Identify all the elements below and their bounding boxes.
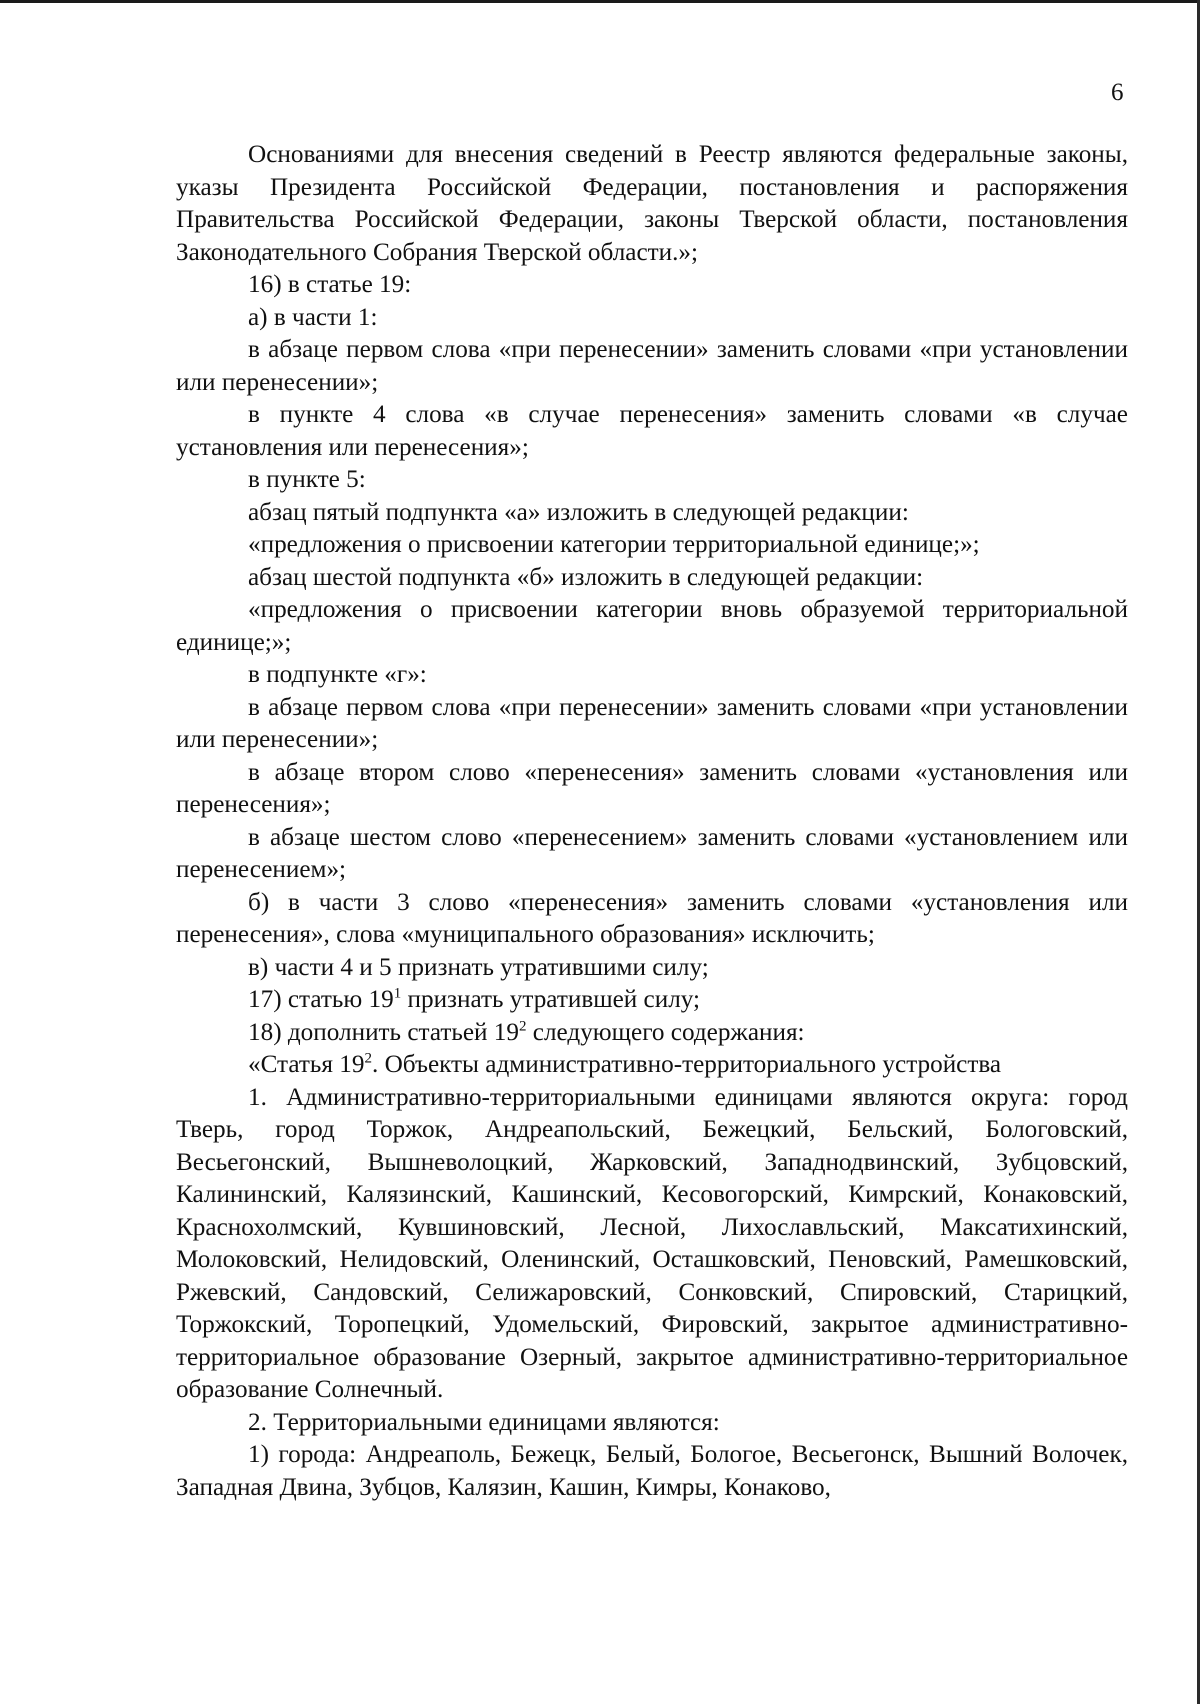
- article-heading-text-end: . Объекты административно-территориального устройства: [371, 1051, 1002, 1078]
- superscript: 2: [364, 1050, 372, 1067]
- paragraph: абзац пятый подпункта «а» изложить в следующей редакции:: [248, 498, 909, 526]
- paragraph: 1) города: Андреаполь, Бежецк, Белый, Бологое, Весьегонск, Вышний Волочек, Западная Двина, Зубцов, Калязин, Кашин, Кимры, Конаково,: [176, 1441, 1128, 1501]
- paragraph: Основаниями для внесения сведений в Реестр являются федеральные законы, указы Президента Российской Федерации, постановления и распоряжения Правительства Российской Федерации, законы Тверской области, постановления Законодательного Собрания Тверской области.»;: [176, 141, 1128, 266]
- scan-edge-top: [0, 0, 1200, 3]
- paragraph: а) в части 1:: [248, 303, 378, 331]
- page-number: 6: [1111, 79, 1124, 106]
- paragraph: 1. Административно-территориальными единицами являются округа: город Тверь, город Торжок, Андреапольский, Бежецкий, Бельский, Бологовский, Весьегонский, Вышневолоцкий, Жарковский, Западнодвинский, Зубцовский, Калининский, Калязинский, Кашинский, Кесовогорский, Кимрский, Конаковский, Краснохолмский, Кувшиновский, Лесной, Лихославльский, Максатихинский, Молоковский, Нелидовский, Оленинский, Осташковский, Пеновский, Рамешковский, Ржевский, Сандовский, Селижаровский, Сонковский, Спировский, Старицкий, Торжокский, Торопецкий, Удомельский, Фировский, закрытое административно-территориальное образование Озерный, закрытое административно-территориальное образование Солнечный.: [176, 1083, 1128, 1403]
- paragraph-18-text-end: следующего содержания:: [526, 1018, 805, 1046]
- document-body: [176, 139, 1128, 1504]
- paragraph: в абзаце первом слова «при перенесении» заменить словами «при установлении или перенесении»;: [176, 693, 1128, 753]
- paragraph-17-text: 17) статью 19: [248, 986, 394, 1013]
- paragraph: абзац шестой подпункта «б» изложить в следующей редакции:: [248, 563, 924, 591]
- paragraph: в пункте 4 слова «в случае перенесения» заменить словами «в случае установления или перенесения»;: [176, 401, 1128, 461]
- paragraph: 2. Территориальными единицами являются:: [248, 1408, 720, 1436]
- paragraph: в абзаце втором слово «перенесения» заменить словами «установления или перенесения»;: [176, 758, 1128, 818]
- paragraph: в) части 4 и 5 признать утратившими силу;: [248, 953, 709, 981]
- paragraph: «предложения о присвоении категории территориальной единице;»;: [248, 531, 980, 558]
- paragraph-18-text: 18) дополнить статьей 19: [248, 1018, 519, 1046]
- paragraph: в подпункте «г»:: [248, 661, 427, 688]
- paragraph: в пункте 5:: [248, 466, 366, 493]
- paragraph: в абзаце шестом слово «перенесением» заменить словами «установлением или перенесением»;: [176, 823, 1128, 883]
- paragraph-17: [176, 984, 1128, 1017]
- article-heading-text: «Статья 19: [248, 1051, 365, 1078]
- paragraph: в абзаце первом слова «при перенесении» заменить словами «при установлении или перенесении»;: [176, 336, 1128, 396]
- article-heading: [176, 1049, 1128, 1082]
- paragraph: 16) в статье 19:: [248, 271, 412, 298]
- paragraph-17-text-end: признать утратившей силу;: [401, 986, 701, 1013]
- paragraph: б) в части 3 слово «перенесения» заменить словами «установления или перенесения», слова «муниципального образования» исключить;: [176, 888, 1128, 948]
- superscript: 2: [519, 1018, 527, 1035]
- superscript: 1: [393, 985, 402, 1002]
- paragraph-18: [176, 1017, 1128, 1050]
- paragraph: «предложения о присвоении категории вновь образуемой территориальной единице;»;: [176, 596, 1128, 656]
